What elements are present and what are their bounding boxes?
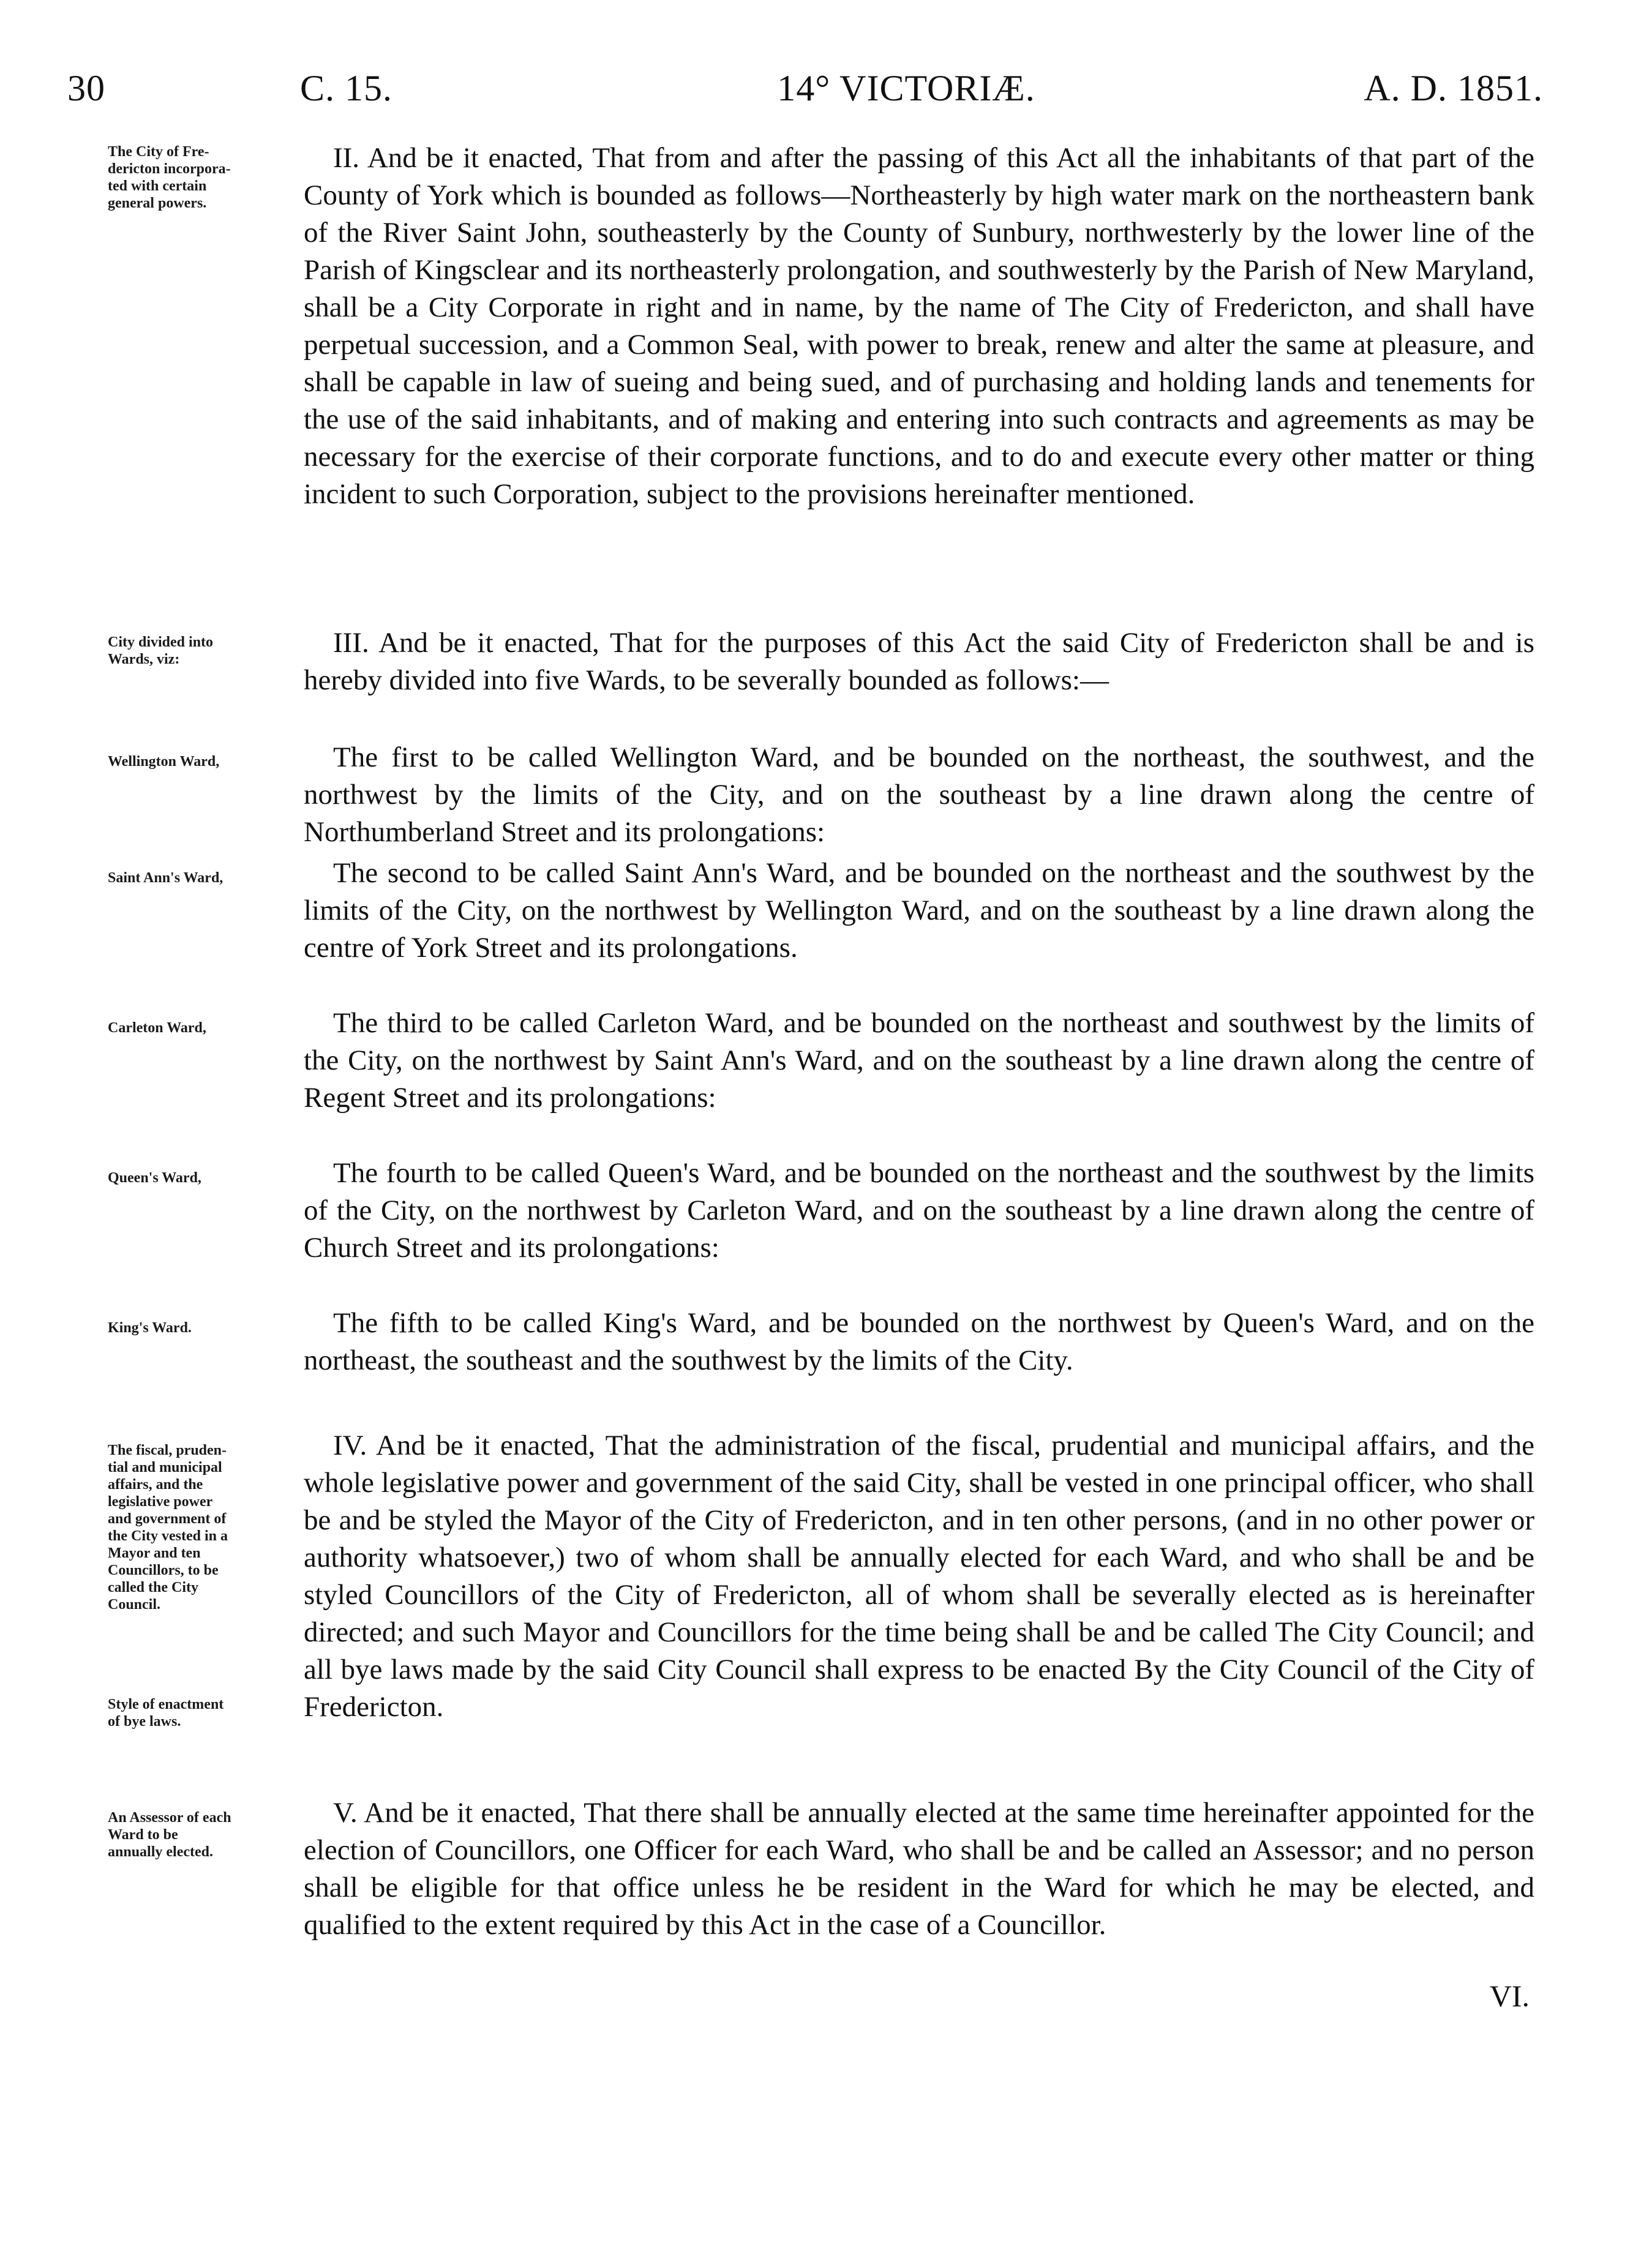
margin-note-queens-ward: Queen's Ward,	[108, 1170, 201, 1186]
margin-note-city-divided: City divided into Wards, viz:	[108, 634, 214, 667]
margin-note-carleton-ward: Carleton Ward,	[108, 1020, 206, 1036]
margin-note-saint-anns-ward: Saint Ann's Ward,	[108, 870, 223, 886]
queens-ward-text: The fourth to be called Queen's Ward, and be bounded on the northeast and the southwest by the limits of the City, on the northwest by Carleton Ward, and on the southeast by a line drawn along the centre of Church Street and its prolongations:	[304, 1157, 1542, 1264]
section-v-text: V. And be it enacted, That there shall be annually elected at the same time hereinafter appointed for the election of Councillors, one Officer for each Ward, who shall be and be called an Assessor; and no person shall be eligible for that office unless he be resident in the Ward for which he may be elected, and qualified to the extent required by this Act in the case of a Councillor.	[304, 1797, 1542, 1941]
anno-domini: A. D. 1851.	[1364, 68, 1543, 108]
carleton-ward-text: The third to be called Carleton Ward, and be bounded on the northeast and southwest by the limits of the City, on the northwest by Saint Ann's Ward, and on the southeast by a line drawn along the centre of Regent Street and its prolongations:	[304, 1007, 1542, 1114]
section-v	[304, 1794, 1542, 1944]
kings-ward-text: The fifth to be called King's Ward, and be bounded on the northwest by Queen's Ward, and on the northeast, the southeast and the southwest by the limits of the City.	[304, 1307, 1542, 1376]
saint-anns-ward-paragraph	[304, 855, 1542, 967]
margin-note-kings-ward: King's Ward.	[108, 1320, 192, 1336]
section-iii-text: III. And be it enacted, That for the purposes of this Act the said City of Fredericton shall be and is hereby divided into five Wards, to be severally bounded as follows:—	[304, 627, 1542, 696]
margin-note-bye-laws: Style of enactment of bye laws.	[108, 1696, 224, 1730]
margin-note-city-incorporated: The City of Fre- dericton incorpora- ted with certain general powers.	[108, 144, 231, 211]
page-number: 30	[67, 68, 105, 108]
section-ii-text: II. And be it enacted, That from and after the passing of this Act all the inhabitants of that part of the County of York which is bounded as follows—Northeasterly by high water mark on the northeastern bank of the River Saint John, southeasterly by the County of Sunbury, northwesterly by the lower line of the Parish of Kingsclear and its northeasterly prolongation, and southwesterly by the Parish of New Maryland, shall be a City Corporate in right and in name, by the name of The City of Fredericton, and shall have perpetual succession, and a Common Seal, with power to break, renew and alter the same at pleasure, and shall be capable in law of sueing and being sued, and of purchasing and holding lands and tenements for the use of the said inhabitants, and of making and entering into such contracts and agreements as may be necessary for the exercise of their corporate functions, and to do and execute every other matter or thing incident to such Corporation, subject to the provisions hereinafter mentioned.	[304, 142, 1542, 510]
margin-note-assessor: An Assessor of each Ward to be annually elected.	[108, 1810, 231, 1860]
section-iv	[304, 1427, 1542, 1726]
running-header	[0, 64, 1652, 113]
margin-note-wellington-ward: Wellington Ward,	[108, 754, 220, 770]
catchword: VI.	[1489, 1979, 1530, 2013]
section-iv-text: IV. And be it enacted, That the administration of the fiscal, prudential and municipal affairs, and the whole legislative power and government of the said City, shall be vested in one principal officer, who shall be and be styled the Mayor of the City of Fredericton, and in ten other persons, (and in no other power or authority whatsoever,) two of whom shall be annually elected for each Ward, and who shall be and be styled Councillors of the City of Fredericton, all of whom shall be severally elected as is hereinafter directed; and such Mayor and Councillors for the time being shall be and be called The City Council; and all bye laws made by the said City Council shall express to be enacted By the City Council of the City of Fredericton.	[304, 1430, 1542, 1723]
regnal-year-title: 14° VICTORIÆ.	[777, 68, 1035, 108]
section-iii	[304, 624, 1542, 699]
carleton-ward-paragraph	[304, 1005, 1542, 1117]
saint-anns-ward-text: The second to be called Saint Ann's Ward, and be bounded on the northeast and the southwest by the limits of the City, on the northwest by Wellington Ward, and on the southeast by a line drawn along the centre of York Street and its prolongations.	[304, 857, 1542, 964]
wellington-ward-paragraph	[304, 739, 1542, 851]
section-ii	[304, 140, 1542, 513]
kings-ward-paragraph	[304, 1305, 1542, 1379]
wellington-ward-text: The first to be called Wellington Ward, and be bounded on the northeast, the southwest, and the northwest by the limits of the City, and on the southeast by a line drawn along the centre of Northumberland Street and its prolongations:	[304, 741, 1542, 848]
chapter-number: C. 15.	[300, 68, 393, 108]
queens-ward-paragraph	[304, 1155, 1542, 1267]
margin-note-city-council: The fiscal, pruden- tial and municipal affairs, and the legislative power and government of the City vested in a Mayor and ten Councillors, to be called the City Council.	[108, 1442, 228, 1613]
